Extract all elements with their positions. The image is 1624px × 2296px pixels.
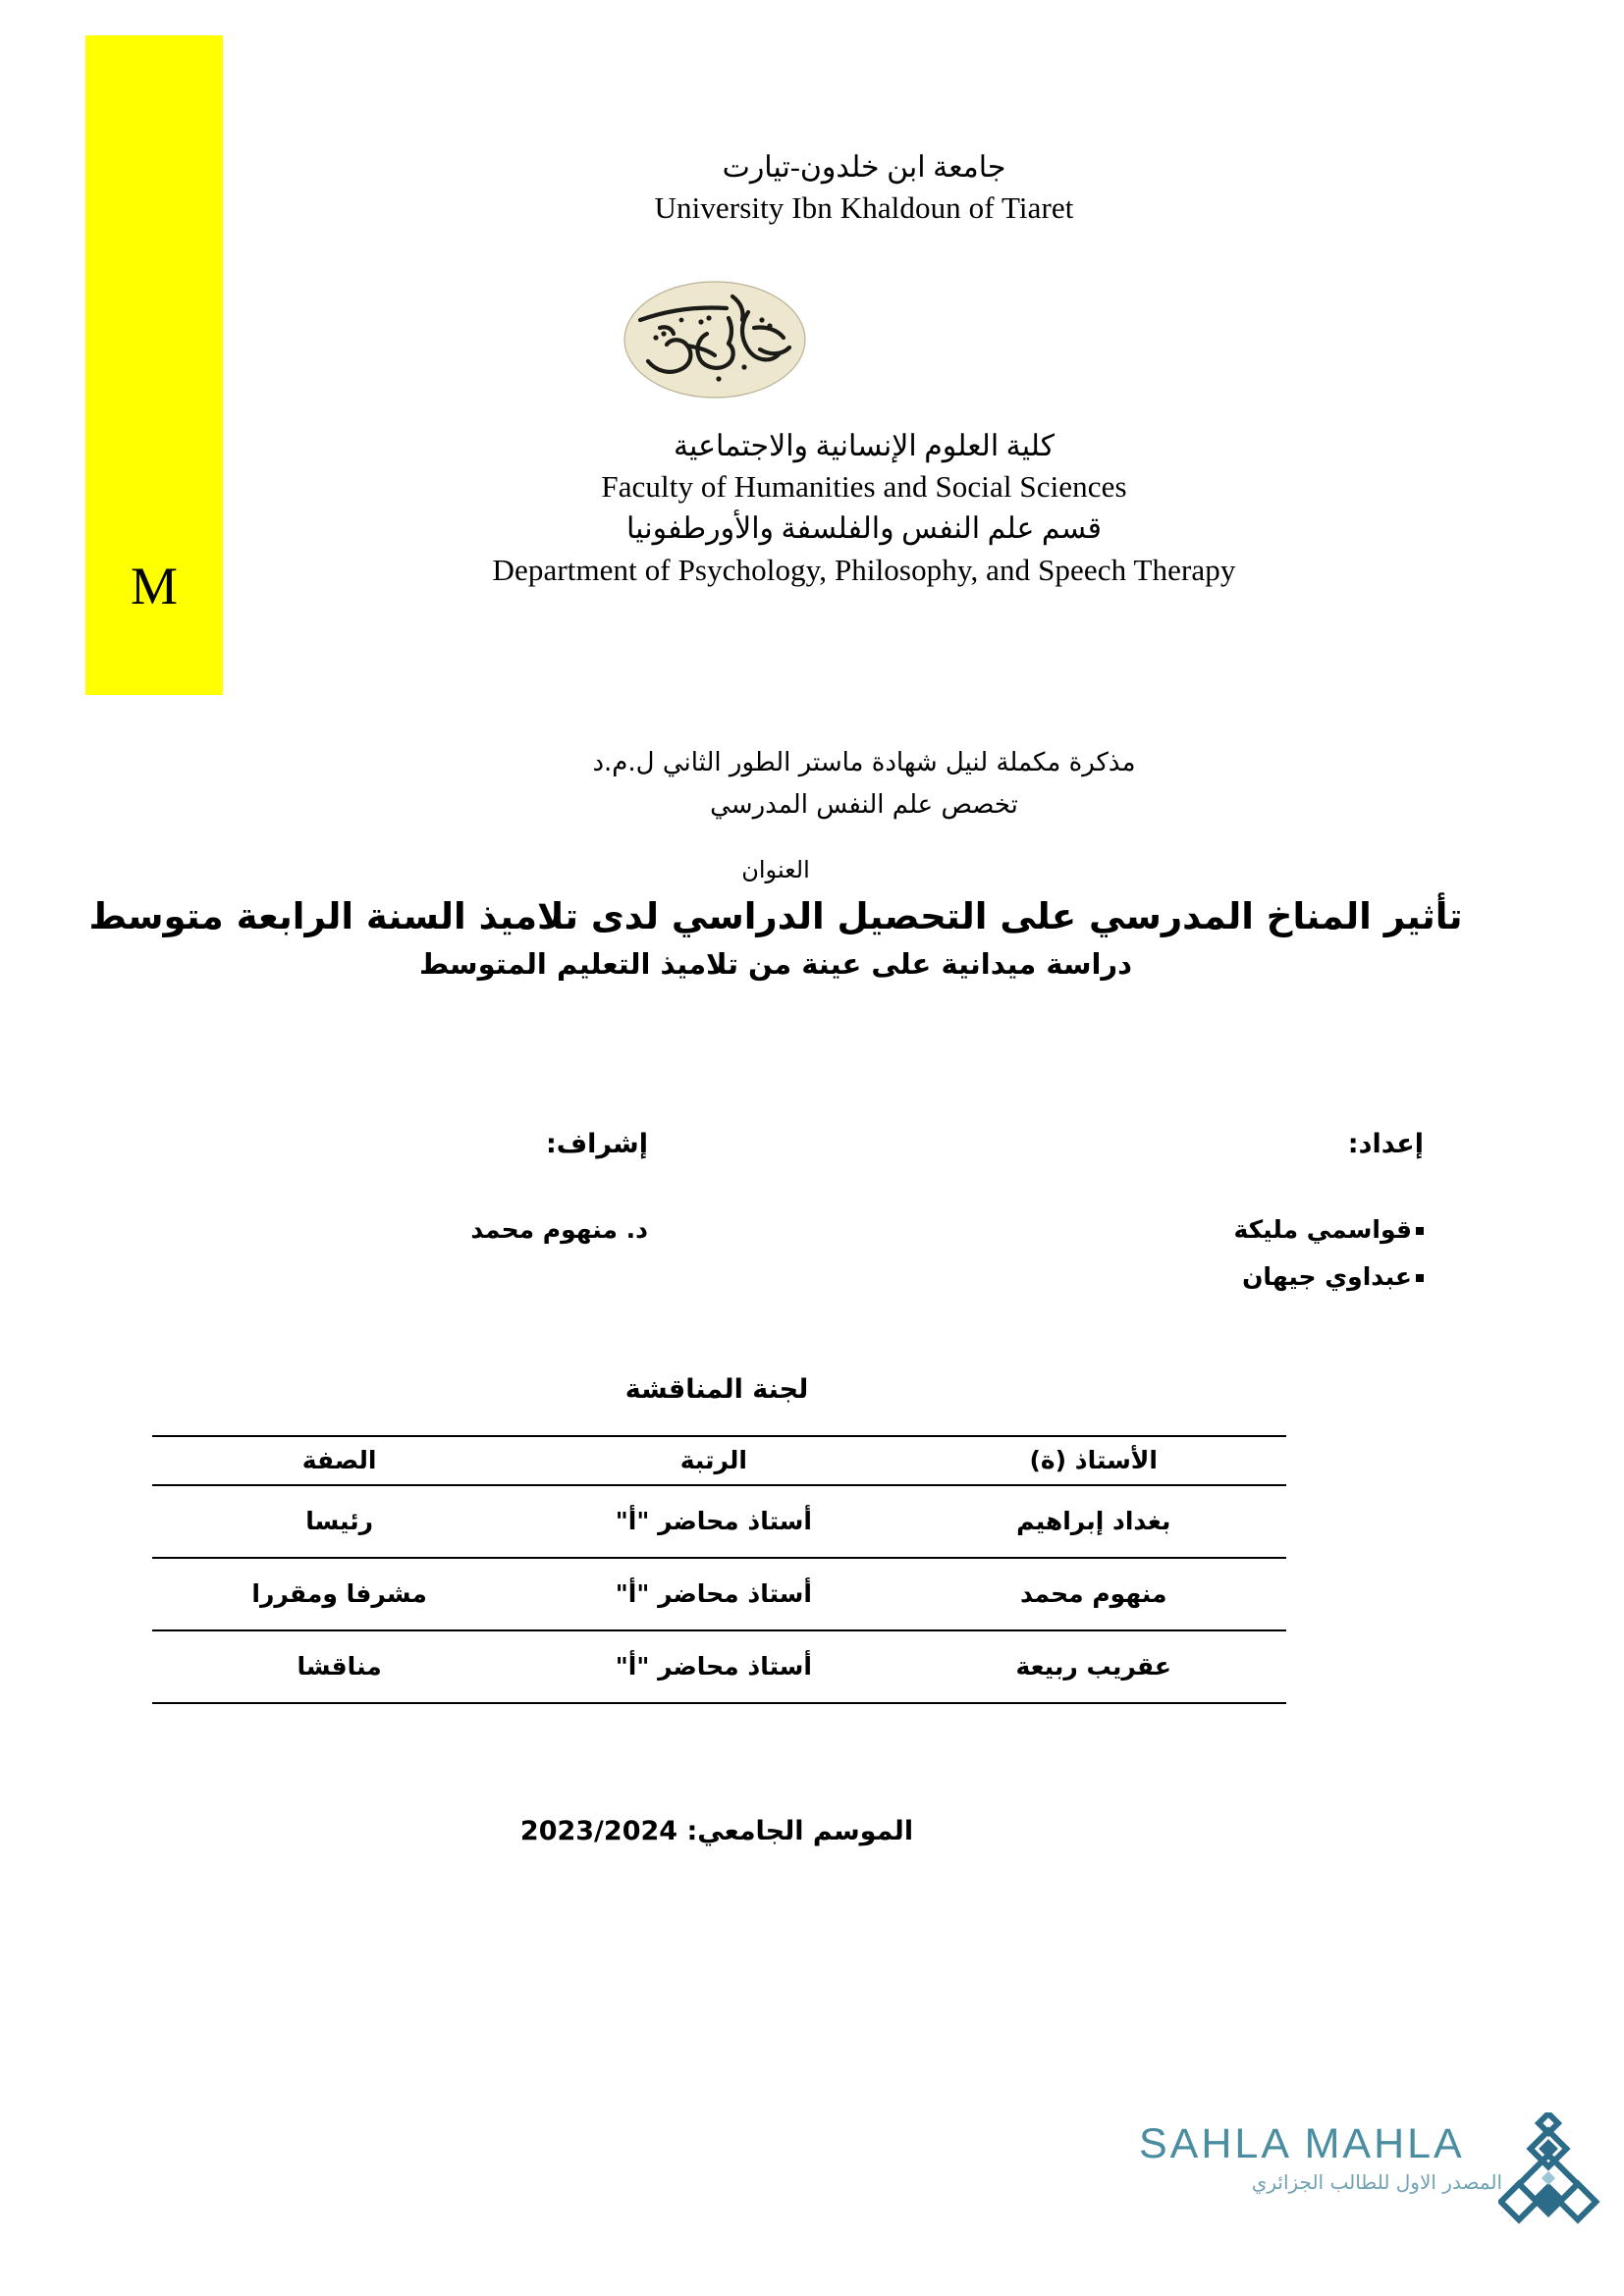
faculty-name-arabic: كلية العلوم الإنسانية والاجتماعية bbox=[673, 430, 1056, 462]
faculty-name-english: Faculty of Humanities and Social Sciences bbox=[601, 469, 1127, 505]
committee-table bbox=[152, 1435, 1286, 1704]
authors-second-row bbox=[147, 1262, 1424, 1304]
table-header-row bbox=[152, 1436, 1286, 1485]
authors-labels-row bbox=[147, 1129, 1424, 1168]
sahla-mahla-diamond-emblem-icon bbox=[1498, 2112, 1600, 2240]
column-header-rank: الرتبة bbox=[526, 1436, 900, 1485]
cell-rank: أستاذ محاضر "أ" bbox=[526, 1630, 900, 1703]
cell-rank: أستاذ محاضر "أ" bbox=[526, 1485, 900, 1558]
table-row bbox=[152, 1485, 1286, 1558]
committee-title: لجنة المناقشة bbox=[624, 1374, 809, 1405]
cell-role: مناقشا bbox=[152, 1630, 526, 1703]
student-name-1-text: قواسمي مليكة bbox=[1233, 1215, 1412, 1244]
thesis-specialty-line: تخصص علم النفس المدرسي bbox=[710, 789, 1018, 820]
department-name-english: Department of Psychology, Philosophy, and Speech Therapy bbox=[492, 552, 1236, 587]
prepared-by-label: إعداد: bbox=[1347, 1129, 1424, 1159]
watermark-text bbox=[1139, 2122, 1502, 2194]
university-name-arabic: جامعة ابن خلدون-تيارت bbox=[722, 151, 1006, 184]
cell-rank: أستاذ محاضر "أ" bbox=[526, 1558, 900, 1630]
watermark-brand: SAHLA MAHLA bbox=[1139, 2120, 1465, 2167]
page-title: تأثير المناخ المدرسي على التحصيل الدراسي لدى تلاميذ السنة الرابعة متوسط bbox=[88, 894, 1463, 937]
column-header-role: الصفة bbox=[152, 1436, 526, 1485]
student-name-2 bbox=[1242, 1262, 1424, 1291]
cell-professor: بغداد إبراهيم bbox=[900, 1485, 1286, 1558]
university-name-english: University Ibn Khaldoun of Tiaret bbox=[654, 190, 1074, 226]
table-row bbox=[152, 1630, 1286, 1703]
cell-role: رئيسا bbox=[152, 1485, 526, 1558]
thesis-degree-line: مذكرة مكملة لنيل شهادة ماستر الطور الثاني ل.م.د bbox=[592, 748, 1136, 777]
bullet-icon bbox=[1416, 1274, 1424, 1282]
academic-year: الموسم الجامعي: 2023/2024 bbox=[519, 1816, 914, 1846]
cell-professor: عقريب ربيعة bbox=[900, 1630, 1286, 1703]
university-header bbox=[226, 147, 1502, 230]
watermark-tagline: المصدر الاول للطالب الجزائري bbox=[1251, 2170, 1502, 2195]
bullet-icon bbox=[1416, 1227, 1424, 1235]
title-block bbox=[79, 854, 1473, 986]
university-seal-icon bbox=[613, 277, 817, 402]
authors-first-row bbox=[147, 1215, 1424, 1256]
cell-role: مشرفا ومقررا bbox=[152, 1558, 526, 1630]
watermark bbox=[1139, 2122, 1600, 2250]
marker-letter: M bbox=[130, 557, 178, 615]
page-subtitle: دراسة ميدانية على عينة من تلاميذ التعليم المتوسط bbox=[419, 946, 1132, 981]
title-label: العنوان bbox=[741, 856, 810, 883]
supervised-by-label: إشراف: bbox=[545, 1129, 648, 1159]
table-row bbox=[152, 1558, 1286, 1630]
cell-professor: منهوم محمد bbox=[900, 1558, 1286, 1630]
student-name-1 bbox=[1233, 1215, 1424, 1244]
authors-section bbox=[147, 1129, 1424, 1304]
supervisor-name: د. منهوم محمد bbox=[470, 1215, 648, 1244]
department-name-arabic: قسم علم النفس والفلسفة والأورطفونيا bbox=[626, 512, 1102, 546]
student-name-2-text: عبداوي جيهان bbox=[1242, 1262, 1412, 1291]
column-header-professor: الأستاذ (ة) bbox=[900, 1436, 1286, 1485]
thesis-statement bbox=[226, 742, 1502, 827]
faculty-department-header bbox=[226, 426, 1502, 591]
